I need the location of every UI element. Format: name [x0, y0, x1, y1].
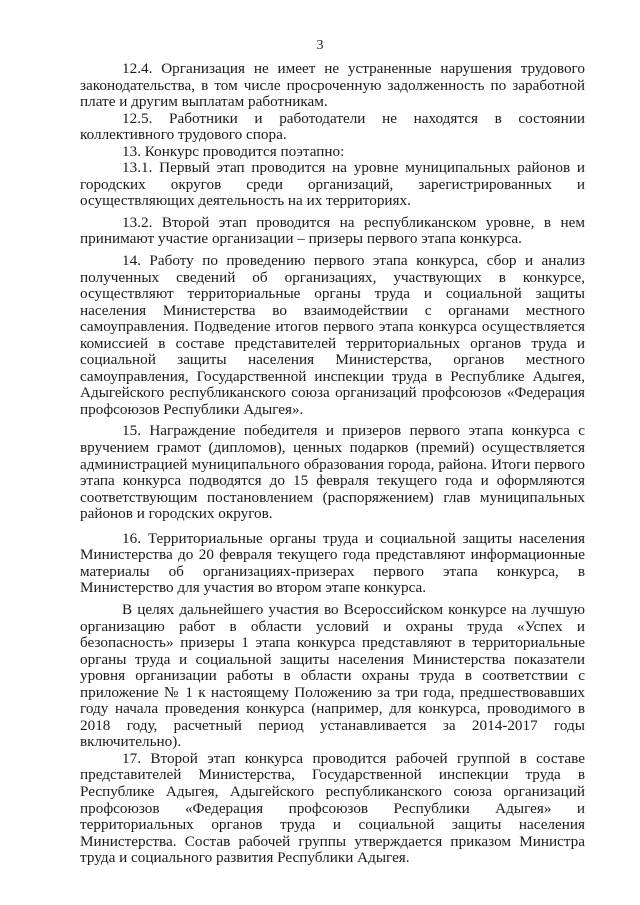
paragraph-12-4: 12.4. Организация не имеет не устраненные нарушения трудового законодательства, в том числе просроченную задолженность по заработной плате и другим выплатам работникам. — [80, 60, 585, 111]
paragraph-16: 16. Территориальные органы труда и социальной защиты населения Министерства до 20 февраля текущего года представляют информационные материалы об организациях-призерах первого этапа конкурса, в Министерство для участия во втором этапе конкурса. — [80, 529, 585, 597]
paragraph-13-2: 13.2. Второй этап проводится на республиканском уровне, в нем принимают участие организации – призеры первого этапа конкурса. — [80, 213, 585, 248]
paragraph-15: 15. Награждение победителя и призеров первого этапа конкурса с вручением грамот (дипломов), ценных подарков (премий) осуществляется администрацией муниципального образования города, района. Итоги первого этапа конкурса подводятся до 15 февраля текущего года и оформляются соответствующим постановлением (распоряжением) глав муниципальных районов и городских округов. — [80, 422, 585, 523]
page-number: 3 — [316, 38, 324, 53]
paragraph-17: 17. Второй этап конкурса проводится рабочей группой в составе представителей Министерства, Государственной инспекции труда в Республике Адыгея, Адыгейского республиканского союза организаций профсоюзов «Федерация профсоюзов Республики Адыгея» и территориальных органов труда и социальной защиты населения Министерства. Состав рабочей группы утверждается приказом Министра труда и социального развития Республики Адыгея. — [80, 749, 585, 867]
paragraph-13-1: 13.1. Первый этап проводится на уровне муниципальных районов и городских округов среди организаций, зарегистрированных и осуществляющих деятельность на их территориях. — [80, 159, 585, 210]
paragraph-12-5: 12.5. Работники и работодатели не находятся в состоянии коллективного трудового спора. — [80, 109, 585, 144]
paragraph-16-continued: В целях дальнейшего участия во Всероссийском конкурсе на лучшую организацию работ в области условий и охраны труда «Успех и безопасность» призеры 1 этапа конкурса представляют в территориальные органы труда и социальной защиты населения Министерства показатели уровня организации работы в области охраны труда в соответствии с приложение № 1 к настоящему Положению за три года, предшествовавших году начала проведения конкурса (например, для конкурса, проводимого в 2018 году, расчетный период устанавливается за 2014-2017 годы включительно). — [80, 600, 585, 751]
paragraph-14: 14. Работу по проведению первого этапа конкурса, сбор и анализ полученных сведений об организациях, участвующих в конкурсе, осуществляют территориальные органы труда и социальной защиты населения Министерства во взаимодействии с органами местного самоуправления. Подведение итогов первого этапа конкурса осуществляется комиссией в составе представителей территориальных органов труда и социальной защиты населения Министерства, органов местного самоуправления, Государственной инспекции труда в Республике Адыгея, Адыгейского республиканского союза организаций профсоюзов «Федерация профсоюзов Республики Адыгея». — [80, 252, 585, 418]
paragraph-13: 13. Конкурс проводится поэтапно: — [122, 142, 345, 160]
document-body — [80, 61, 585, 867]
